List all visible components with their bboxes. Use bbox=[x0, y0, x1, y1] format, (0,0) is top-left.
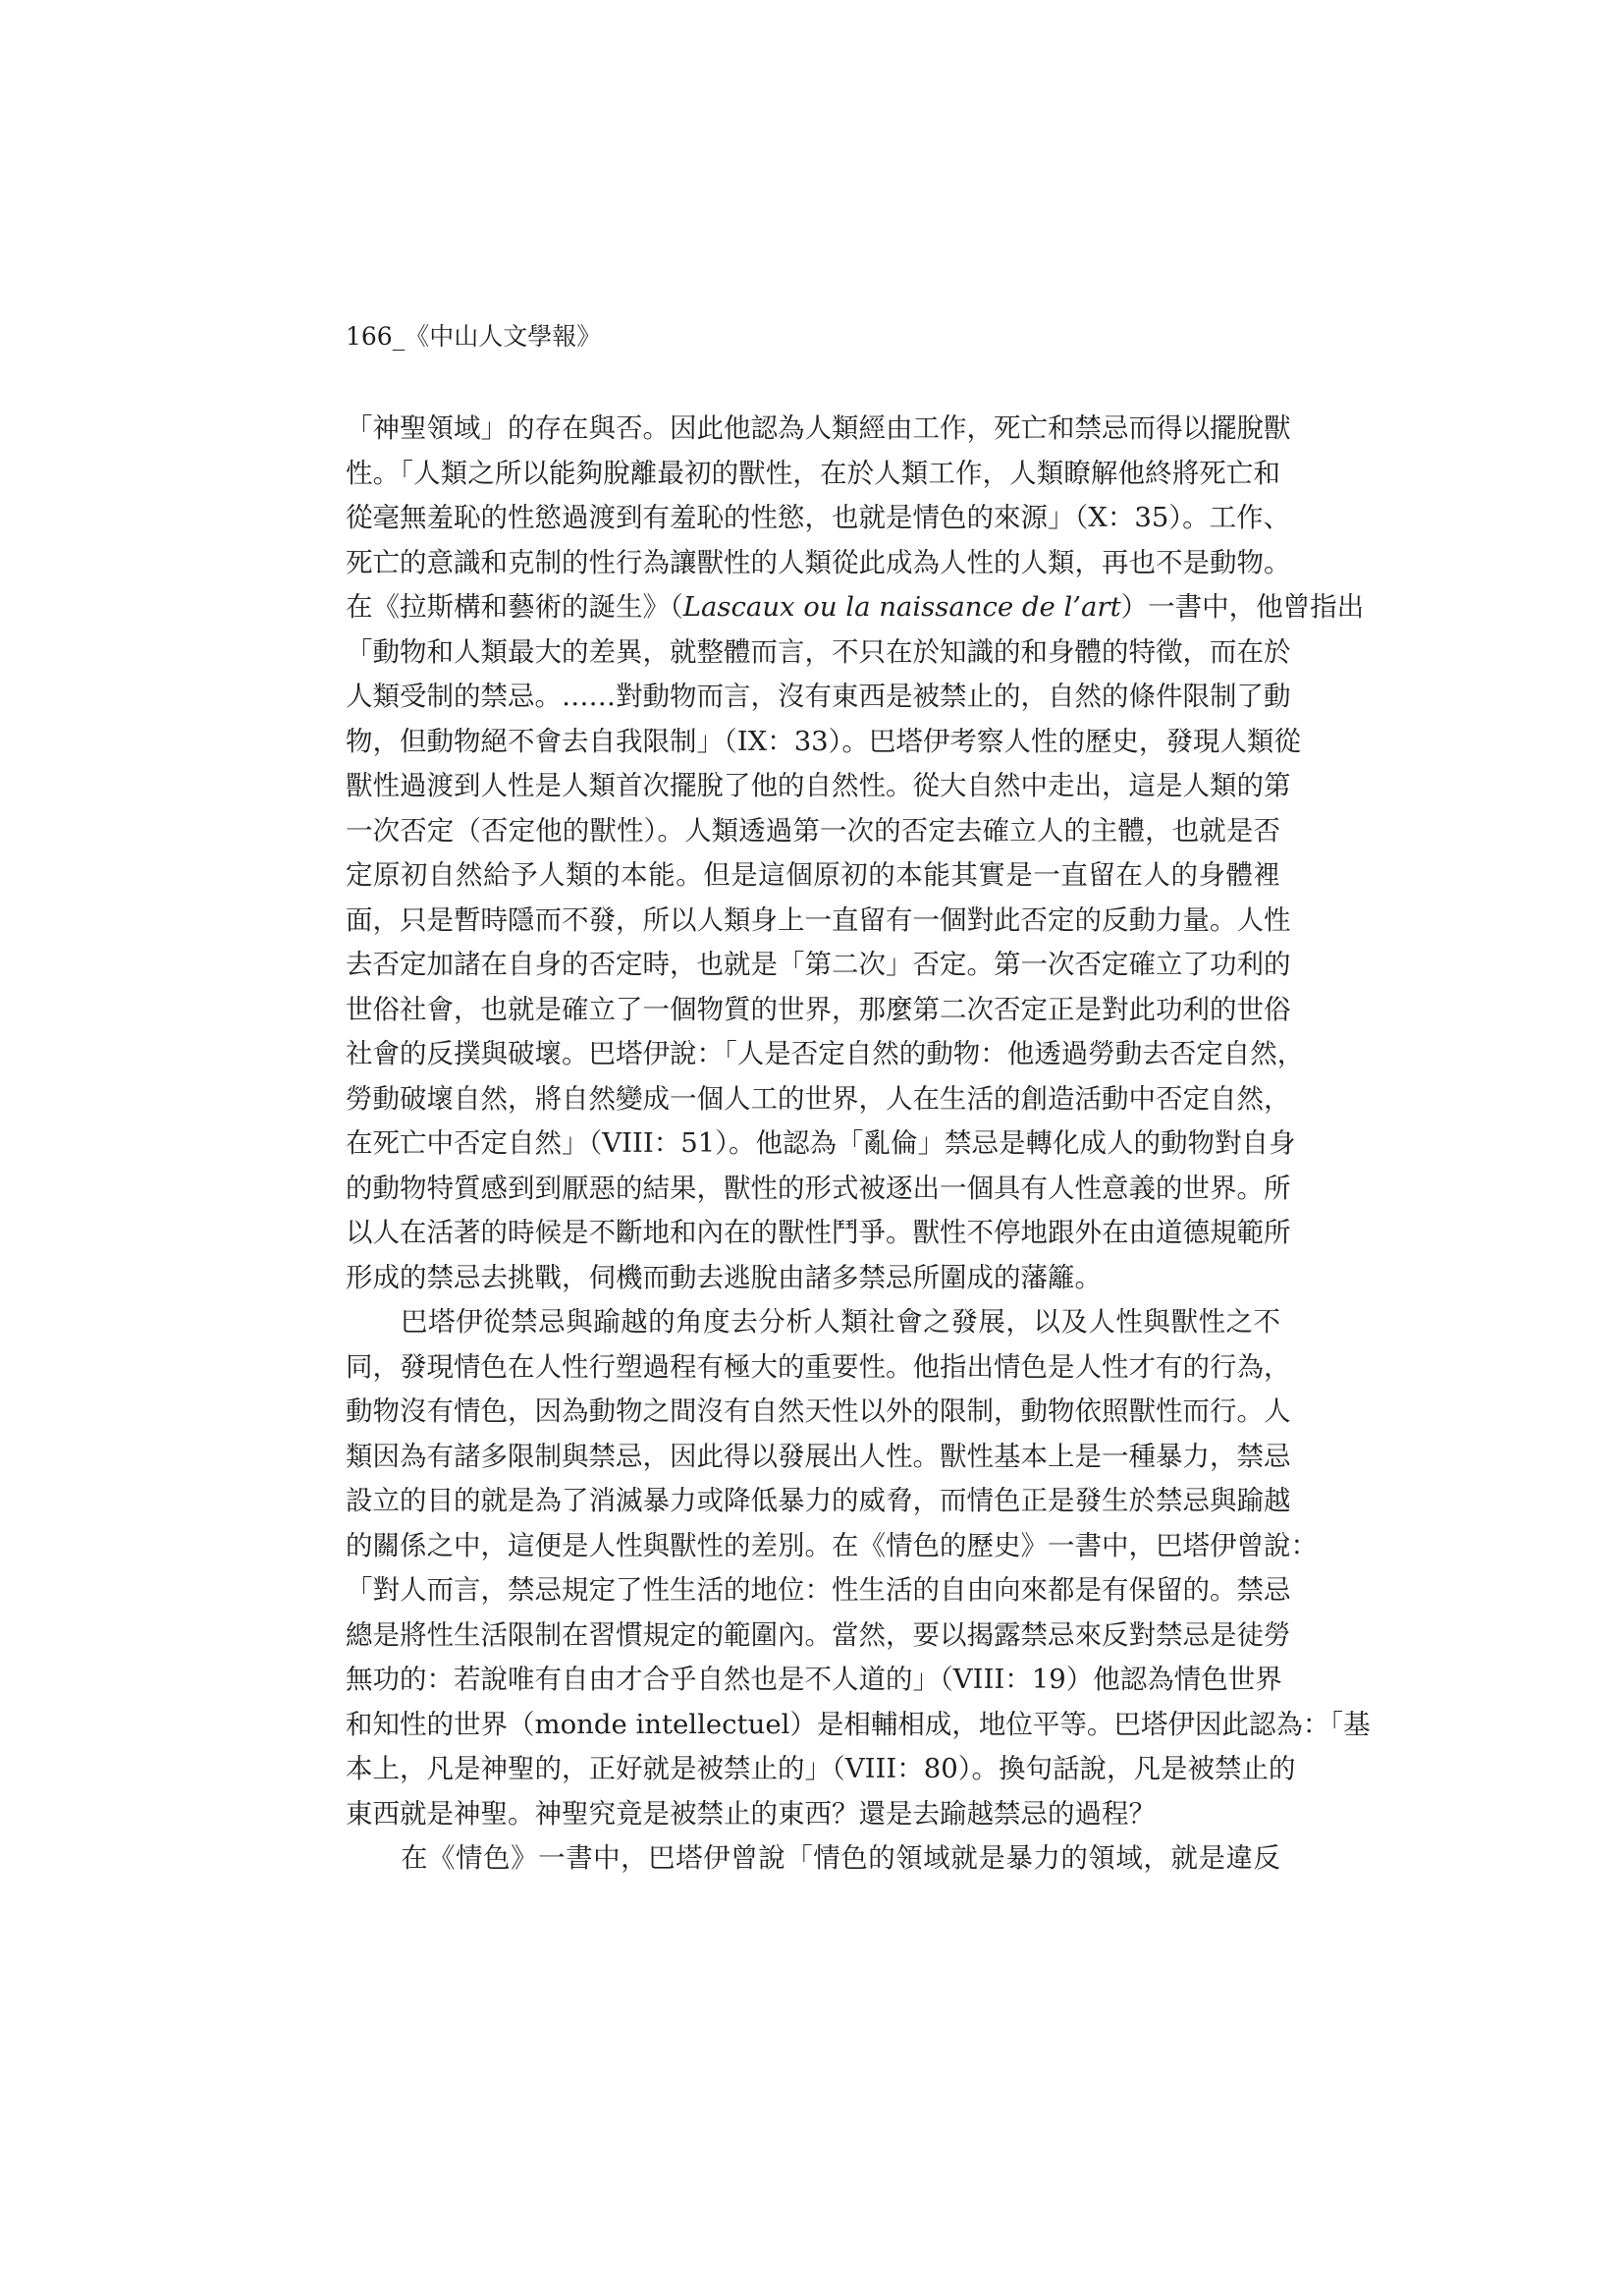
text-line: 「神聖領域」的存在與否。因此他認為人類經由工作，死亡和禁忌而得以擺脫獸 bbox=[346, 412, 1291, 444]
text-line: 同，發現情色在人性行塑過程有極大的重要性。他指出情色是人性才有的行為， bbox=[346, 1350, 1291, 1383]
text-line: 死亡的意識和克制的性行為讓獸性的人類從此成為人性的人類，再也不是動物。 bbox=[346, 546, 1291, 578]
body-text bbox=[346, 407, 1371, 1882]
text-line: 的動物特質感到到厭惡的結果，獸性的形式被逐出一個具有人性意義的世界。所 bbox=[346, 1172, 1291, 1204]
text-line: 定原初自然給予人類的本能。但是這個原初的本能其實是一直留在人的身體裡 bbox=[346, 859, 1280, 891]
text-line: 一次否定（否定他的獸性）。人類透過第一次的否定去確立人的主體，也就是否 bbox=[346, 814, 1280, 847]
text-line: 東西就是神聖。神聖究竟是被禁止的東西？還是去踰越禁忌的過程？ bbox=[346, 1797, 1156, 1830]
text-line: 動物沒有情色，因為動物之間沒有自然天性以外的限制，動物依照獸性而行。人 bbox=[346, 1395, 1291, 1427]
text-line: 在死亡中否定自然」（VIII：51）。他認為「亂倫」禁忌是轉化成人的動物對自身 bbox=[346, 1127, 1296, 1159]
text-line: 社會的反撲與破壞。巴塔伊說：「人是否定自然的動物：他透過勞動去否定自然， bbox=[346, 1038, 1305, 1069]
italic-book-title: Lascaux ou la naissance de l’art bbox=[682, 591, 1121, 623]
text-line: 物，但動物絕不會去自我限制」（IX：33）。巴塔伊考察人性的歷史，發現人類從 bbox=[346, 725, 1301, 757]
text-line: 的關係之中，這便是人性與獸性的差別。在《情色的歷史》一書中，巴塔伊曾說： bbox=[346, 1529, 1318, 1561]
running-header bbox=[346, 319, 601, 355]
text-line: 類因為有諸多限制與禁忌，因此得以發展出人性。獸性基本上是一種暴力，禁忌 bbox=[346, 1440, 1291, 1472]
text-line: 「動物和人類最大的差異，就整體而言，不只在於知識的和身體的特徵，而在於 bbox=[346, 635, 1291, 668]
text-line: 以人在活著的時候是不斷地和內在的獸性鬥爭。獸性不停地跟外在由道德規範所 bbox=[346, 1217, 1291, 1248]
text-line: 面，只是暫時隱而不發，所以人類身上一直留有一個對此否定的反動力量。人性 bbox=[346, 903, 1291, 936]
text-line-with-title bbox=[346, 585, 1365, 630]
text-line: 去否定加諸在自身的否定時，也就是「第二次」否定。第一次否定確立了功利的 bbox=[346, 949, 1291, 980]
text-line: 世俗社會，也就是確立了一個物質的世界，那麼第二次否定正是對此功利的世俗 bbox=[346, 993, 1291, 1025]
page-number: 166 bbox=[346, 322, 393, 351]
text-line: 和知性的世界（monde intellectuel）是相輔相成，地位平等。巴塔伊因此認為：「基 bbox=[346, 1708, 1371, 1740]
paragraph-first-line: 巴塔伊從禁忌與踰越的角度去分析人類社會之發展，以及人性與獸性之不 bbox=[401, 1306, 1280, 1338]
text-fragment: ）一書中，他曾指出 bbox=[1120, 591, 1365, 623]
text-line: 無功的：若說唯有自由才合乎自然也是不人道的」（VIII：19）他認為情色世界 bbox=[346, 1664, 1282, 1695]
text-line: 勞動破壞自然，將自然變成一個人工的世界，人在生活的創造活動中否定自然， bbox=[346, 1082, 1291, 1115]
text-line: 形成的禁忌去挑戰，伺機而動去逃脫由諸多禁忌所圍成的藩籬。 bbox=[346, 1261, 1102, 1293]
text-line: 從毫無羞恥的性慾過渡到有羞恥的性慾，也就是情色的來源」（X：35）。工作、 bbox=[346, 502, 1291, 533]
text-fragment: 在《拉斯構和藝術的誕生》（ bbox=[346, 591, 683, 623]
paragraph-first-line: 在《情色》一書中，巴塔伊曾說「情色的領域就是暴力的領域，就是違反 bbox=[401, 1842, 1280, 1874]
text-line: 本上，凡是神聖的，正好就是被禁止的」（VIII：80）。換句話說，凡是被禁止的 bbox=[346, 1753, 1296, 1784]
text-line: 性。「人類之所以能夠脫離最初的獸性，在於人類工作，人類瞭解他終將死亡和 bbox=[346, 457, 1280, 489]
text-line: 人類受制的禁忌。……對動物而言，沒有東西是被禁止的，自然的條件限制了動 bbox=[346, 681, 1291, 712]
text-line: 總是將性生活限制在習慣規定的範圍內。當然，要以揭露禁忌來反對禁忌是徒勞 bbox=[346, 1618, 1291, 1651]
journal-title: _《中山人文學報》 bbox=[392, 322, 602, 351]
text-line: 「對人而言，禁忌規定了性生活的地位：性生活的自由向來都是有保留的。禁忌 bbox=[346, 1574, 1291, 1606]
text-line: 獸性過渡到人性是人類首次擺脫了他的自然性。從大自然中走出，這是人類的第 bbox=[346, 770, 1291, 801]
text-line: 設立的目的就是為了消滅暴力或降低暴力的威脅，而情色正是發生於禁忌與踰越 bbox=[346, 1485, 1291, 1516]
